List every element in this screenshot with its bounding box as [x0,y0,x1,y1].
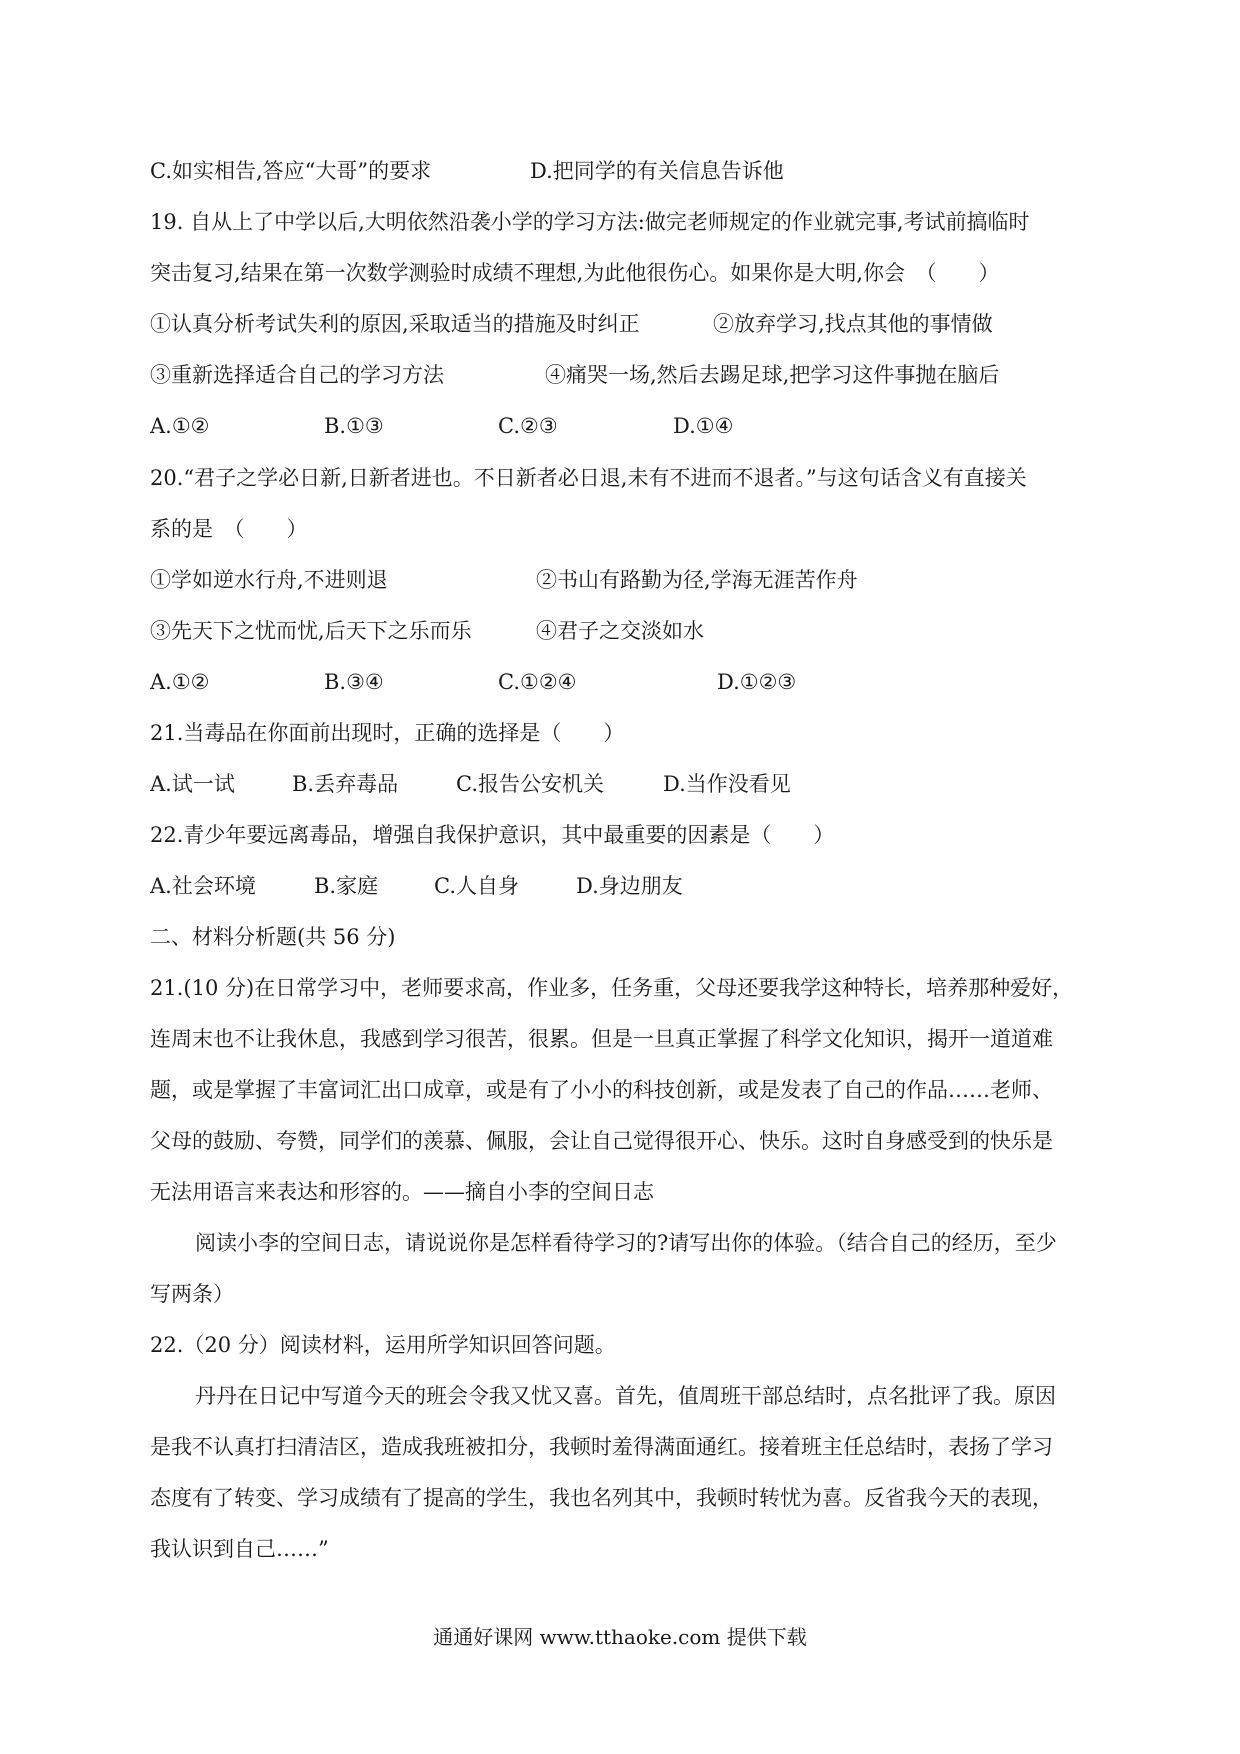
q21-choices [150,769,1095,799]
material-22-title: 22.（20 分）阅读材料，运用所学知识回答问题。 [150,1333,616,1357]
q20-option-3: ③先天下之忧而忧,后天下之乐而乐 [150,619,472,643]
material-22-line-1: 丹丹在日记中写道今天的班会令我又忧又喜。首先，值周班干部总结时，点名批评了我。原因 [195,1384,1056,1408]
q20-choice-d: D.①②③ [717,670,797,694]
q21-stem: 21.当毒品在你面前出现时，正确的选择是（ ） [150,721,625,745]
q19-stem-line-1: 19. 自从上了中学以后,大明依然沿袭小学的学习方法:做完老师规定的作业就完事,考试前搞临时 [150,210,1030,234]
q18-option-d: D.把同学的有关信息告诉他 [530,159,784,183]
q19-choice-b: B.①③ [324,414,384,438]
q21-choice-d: D.当作没看见 [663,772,791,796]
q20-choice-a: A.①② [150,670,210,694]
q19-options-row-1 [150,309,1095,339]
q20-option-4: ④君子之交淡如水 [536,619,704,643]
q22-choice-c: C.人自身 [434,874,519,898]
material-21-line-4: 父母的鼓励、夸赞，同学们的羡慕、佩服，会让自己觉得很开心、快乐。这时自身感受到的快乐是 [150,1129,1053,1153]
q22-stem: 22.青少年要远离毒品，增强自我保护意识，其中最重要的因素是（ ） [150,823,835,847]
q19-choice-c: C.②③ [498,414,558,438]
material-21-line-2: 连周末也不让我休息，我感到学习很苦，很累。但是一旦真正掌握了科学文化知识，揭开一道道难 [150,1027,1053,1051]
q19-option-2: ②放弃学习,找点其他的事情做 [713,312,993,336]
material-22-line-4: 我认识到自己……” [150,1537,329,1561]
q19-option-1: ①认真分析考试失利的原因,采取适当的措施及时纠正 [150,312,640,336]
material-22-line-2: 是我不认真打扫清洁区，造成我班被扣分，我顿时羞得满面通红。接着班主任总结时，表扬了学习 [150,1435,1053,1459]
q20-choice-c: C.①②④ [498,670,577,694]
material-21-line-1: 21.(10 分)在日常学习中，老师要求高，作业多，任务重，父母还要我学这种特长，培养那种爱好， [150,976,1074,1000]
section-2-title: 二、材料分析题(共 56 分) [150,925,396,949]
q21-choice-c: C.报告公安机关 [456,772,604,796]
material-21-question-line-1: 阅读小李的空间日志，请说说你是怎样看待学习的?请写出你的体验。（结合自己的经历，至少 [195,1231,1057,1255]
q21-choice-b: B.丢弃毒品 [292,772,399,796]
q21-choice-a: A.试一试 [150,772,235,796]
q18-options-cd [150,156,1095,186]
q20-choices [150,667,1095,697]
q19-choices [150,411,1095,441]
q20-stem-line-2: 系的是 （ ） [150,517,308,541]
q22-choices [150,871,1095,901]
q19-options-row-2 [150,360,1095,390]
q22-choice-b: B.家庭 [314,874,379,898]
q20-stem-line-1: 20.“君子之学必日新,日新者进也。不日新者必日退,未有不进而不退者。”与这句话含义有直接关 [150,466,1027,490]
q18-option-c: C.如实相告,答应“大哥”的要求 [150,159,432,183]
q20-option-2: ②书山有路勤为径,学海无涯苦作舟 [536,568,858,592]
q22-choice-a: A.社会环境 [150,874,256,898]
q19-option-3: ③重新选择适合自己的学习方法 [150,363,444,387]
material-22-line-3: 态度有了转变、学习成绩有了提高的学生，我也名列其中，我顿时转忧为喜。反省我今天的表现， [150,1486,1053,1510]
q19-option-4: ④痛哭一场,然后去踢足球,把学习这件事抛在脑后 [545,363,1000,387]
page-footer: 通通好课网 www.tthaoke.com 提供下载 [433,1625,807,1649]
material-21-question-line-2: 写两条） [150,1282,234,1306]
q20-options-row-2 [150,616,1095,646]
q19-choice-a: A.①② [150,414,210,438]
q20-options-row-1 [150,565,1095,595]
material-21-line-5: 无法用语言来表达和形容的。——摘自小李的空间日志 [150,1180,654,1204]
q20-option-1: ①学如逆水行舟,不进则退 [150,568,388,592]
q19-stem-line-2: 突击复习,结果在第一次数学测验时成绩不理想,为此他很伤心。如果你是大明,你会 （ ） [150,261,1000,285]
q20-choice-b: B.③④ [324,670,384,694]
q22-choice-d: D.身边朋友 [576,874,683,898]
material-21-line-3: 题，或是掌握了丰富词汇出口成章，或是有了小小的科技创新，或是发表了自己的作品……老师、 [150,1078,1053,1102]
q19-choice-d: D.①④ [673,414,734,438]
